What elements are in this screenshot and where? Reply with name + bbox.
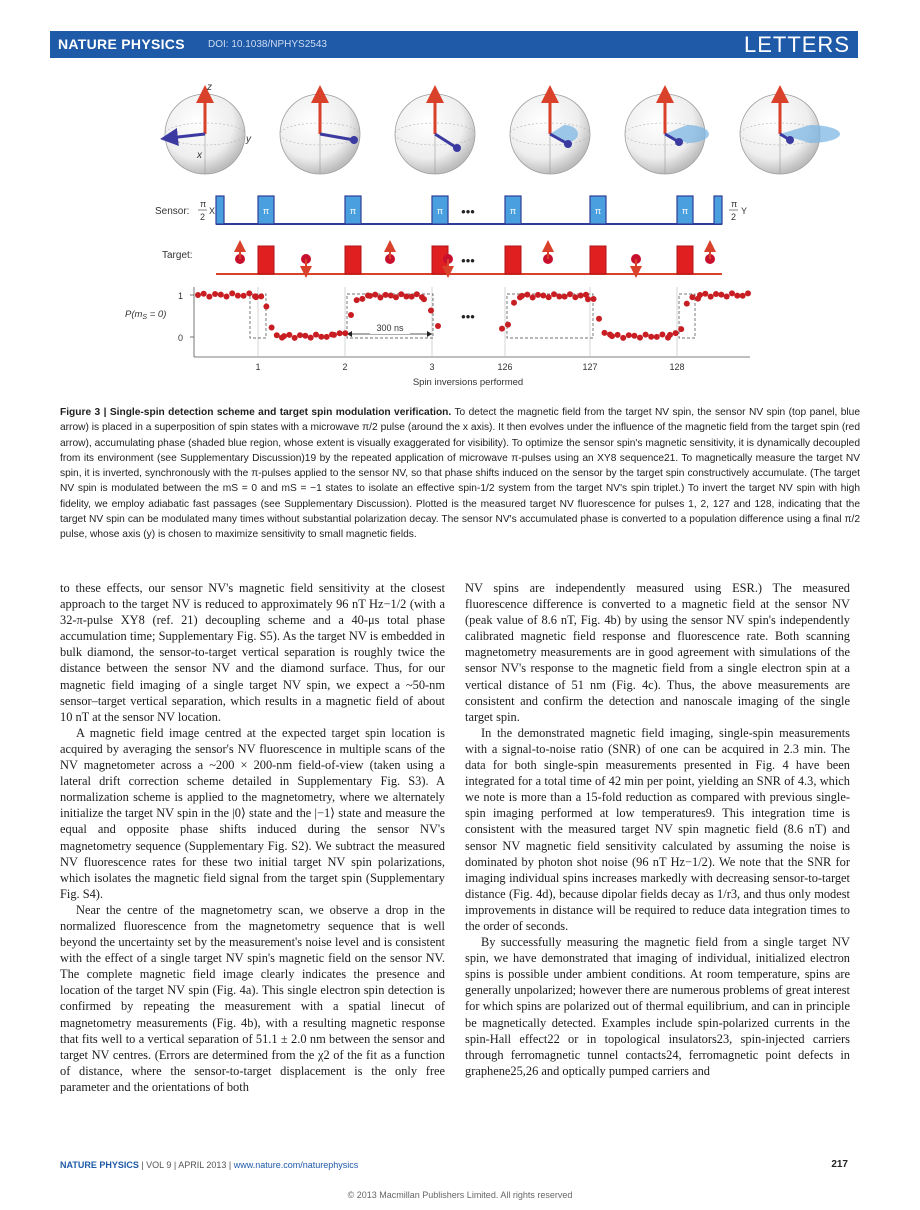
data-point [308, 335, 314, 341]
data-point [367, 293, 373, 299]
bloch-sphere [395, 90, 475, 174]
data-point [286, 332, 292, 338]
data-point [302, 333, 308, 339]
target-label: Target: [162, 250, 193, 261]
data-point [206, 294, 212, 300]
target-spin-icon [385, 246, 395, 264]
data-point [689, 294, 695, 300]
figure-3-graphic [50, 62, 870, 402]
target-inversion-pulse [677, 246, 693, 274]
paragraph: to these effects, our sensor NV's magnetic field sensitivity at the closest approach to the target NV is reduced to approximately 96 nT Hz−1/2 (with a 32-π-pulse XY8 (ref. 21) decoupling scheme and a 40-μs total phase accumulation time; Supplementary Fig. S5). As the target NV is embedded in bulk diamond, the sensor-to-target vertical separation is roughly twice the distance between the sensor NV and the diamond surface. Thus, for our magnetic field imaging of a single target NV spin, we expect a ~50-nm sensor–target vertical separation, which results in a magnetic field of about 10 nT at the sensor NV location. [60, 581, 445, 724]
data-point [572, 294, 578, 300]
target-ellipsis: ••• [461, 253, 475, 268]
data-point [354, 297, 360, 303]
final-half-pi-numerator: π [731, 199, 738, 209]
paragraph: Near the centre of the magnetometry scan, we observe a drop in the normalized fluorescence from the magnetometry sequence that is well beyond the uncertainty set by the measurement's noise level and is consistent with the effect of a single target NV spin's magnetic field on the sensor NV. The complete magnetic field image clearly indicates the presence and location of the target NV spin (Fig. 4a). This single electron spin detection is confirmed by repeating the measurement with a spatial linecut of magnetometry measurements (Fig. 4b), with a resulting magnetic response that fits well to a vertical separation of 51.1 ± 2.0 nm between the sensor and target NV centres. (Errors are determined from the χ2 of the fit as a function of distance, where the sensor-to-target displacement is the only free parameter and the orientations of both [60, 902, 445, 1094]
data-point [530, 295, 536, 301]
data-point [342, 330, 348, 336]
data-point [269, 324, 275, 330]
x-axis-label: Spin inversions performed [412, 377, 524, 388]
header-section-label: LETTERS [743, 32, 850, 57]
copyright-notice: © 2013 Macmillan Publishers Limited. All rights reserved [347, 1190, 573, 1200]
data-point [253, 294, 259, 300]
data-point [383, 292, 389, 298]
figure-3 [50, 62, 870, 402]
pi-pulse-label: π [681, 206, 689, 216]
data-point [609, 333, 615, 339]
header-doi[interactable]: DOI: 10.1038/NPHYS2543 [208, 39, 327, 50]
sensor-label: Sensor: [155, 206, 190, 217]
data-point [258, 293, 264, 299]
paragraph: By successfully measuring the magnetic field from a single target NV spin, we have demonstrated that imaging of individual, initialized electron spins is possible under ambient conditions. At room temperature, spins are generally unpolarized; however there are numerous problems of great interest for which spins are polarized out of thermal equilibrium, and can in principle be magnetically detected. Examples include spin-polarized currents in the spin-Hall effect22 or in topological insulators23, spin-injected carriers through ferromagnetic tunnel contacts24, ferromagnetic point defects in graphene25,26 and optically pumped carriers and [465, 935, 850, 1078]
data-point [224, 293, 230, 299]
interval-label: 300 ns [376, 323, 404, 333]
journal-header-bar [50, 31, 858, 58]
pi-pulse-label: π [349, 206, 357, 216]
target-spin-icon [705, 246, 715, 264]
data-point [602, 330, 608, 336]
data-point [718, 292, 724, 298]
bloch-sphere [165, 90, 245, 174]
interval-arrow-right [427, 331, 432, 337]
data-point [331, 332, 337, 338]
data-point [745, 290, 751, 296]
bloch-sphere [510, 90, 590, 174]
data-point [428, 308, 434, 314]
data-point [562, 294, 568, 300]
data-point [377, 295, 383, 301]
data-point [615, 332, 621, 338]
data-point [648, 334, 654, 340]
y-axis-label-main: P(m [125, 309, 143, 320]
data-point [241, 293, 247, 299]
data-point [229, 290, 235, 296]
data-point [591, 296, 597, 302]
transition-box [507, 294, 593, 338]
data-point [246, 290, 252, 296]
data-point [313, 332, 319, 338]
data-point [654, 334, 660, 340]
page-footer [60, 1160, 860, 1176]
pi-pulse-label: π [594, 206, 602, 216]
target-pulse-row [162, 246, 722, 274]
data-point [667, 332, 673, 338]
sensor-pulse-row [155, 196, 747, 224]
data-point [409, 294, 415, 300]
data-point [729, 290, 735, 296]
data-point [359, 296, 365, 302]
axis-y-label: y [246, 134, 251, 145]
data-point [631, 333, 637, 339]
paragraph: In the demonstrated magnetic field imaging, single-spin measurements with a signal-to-noise ratio (SNR) of one can be acquired in 2.3 min. The data for both single-spin measurements presented in Fig. 4 have been integrated for a total time of 42 min per point, yielding an SNR of 4.3, which we note is more than a 15-fold reduction as compared with previous single-spin imaging performed at low temperatures9. This integration time is consistent with the measured target NV spin magnetic field (8.6 nT) and sensor NV magnetic field sensitivity calculated by assuming the noise is dominated by photon shot noise (96 nT Hz−1/2). We note that the SNR for imaging individual spins increases markedly with decreasing sensor-to-target distance (Fig. 4d), because dipolar fields decay as 1/r3, and thus only modest improvements in distance will be required to reduce data integration times to the order of seconds. [465, 725, 850, 933]
bloch-sphere [280, 90, 360, 174]
half-pi-denominator: 2 [200, 212, 206, 222]
data-point [596, 316, 602, 322]
x-tick-label: 1 [255, 362, 261, 372]
data-point [337, 330, 343, 336]
data-point [398, 291, 404, 297]
data-point [567, 291, 573, 297]
data-point [684, 301, 690, 307]
pi-pulse-label: π [436, 206, 444, 216]
y-tick-label-0: 0 [177, 333, 183, 343]
data-point [546, 294, 552, 300]
target-spin-icon [235, 246, 245, 264]
data-point [673, 330, 679, 336]
data-point [535, 292, 541, 298]
data-point [620, 335, 626, 341]
data-point [659, 332, 665, 338]
sensor-half-pi-pulse [216, 196, 224, 224]
sensor-final-half-pi-pulse [714, 196, 722, 224]
final-pulse-axis: Y [741, 206, 748, 216]
x-tick-label: 3 [429, 362, 435, 372]
plot-ellipsis: ••• [461, 309, 475, 324]
data-point [318, 334, 324, 340]
target-inversion-pulse [345, 246, 361, 274]
data-point [678, 326, 684, 332]
data-point [519, 293, 525, 299]
data-point [403, 293, 409, 299]
x-tick-label: 2 [342, 362, 348, 372]
fluorescence-plot [125, 287, 751, 388]
data-point [435, 323, 441, 329]
x-tick-label: 128 [669, 362, 685, 372]
data-point [702, 291, 708, 297]
target-spin-icon [301, 254, 311, 272]
target-spin-icon [631, 254, 641, 272]
data-point [556, 293, 562, 299]
caption-text: To detect the magnetic field from the target NV spin, the sensor NV spin (top panel, blue arrow) is placed in a superposition of spin states with a microwave π/2 pulse (around the x axis). It then evolves under the influence of the magnetic field from the target spin (red arrow), accumulating phase (shaded blue region, whose extent is visually exaggerated for visibility). To optimize the sensor spin's magnetic sensitivity, it is dynamically decoupled from its environment (see Supplementary Discussion)19 by the repeated application of microwave π-pulses using an XY8 sequence21. To magnetically measure the target NV spin, it is inverted, synchronously with the π-pulses applied to the sensor NV, so that phase shifts induced on the sensor by the target spin constructively accumulate. (The target NV spin is modulated between the mS = 0 and mS = −1 states to isolate an effective spin-1/2 system from the target NV's spin triplet.) To invert the target NV spin with high fidelity, we employ adiabatic fast passages (see Supplementary Discussion). Plotted is the measured target NV fluorescence for pulses 1, 2, 127 and 128, indicating that the target NV spin can be modulated many times without substantial polarization decay. The sensor NV's accumulated phase is converted to a population difference using a final π/2 pulse, whose axis (y) is chosen to maximize sensitivity to small magnetic fields. [60, 407, 860, 541]
data-point [292, 335, 298, 341]
y-axis-label-sub: S [142, 314, 148, 321]
footer-url-link[interactable]: www.nature.com/naturephysics [233, 1160, 359, 1170]
axis-z-label: z [207, 82, 212, 93]
data-point [388, 292, 394, 298]
data-point [212, 291, 218, 297]
data-point [393, 294, 399, 300]
data-point [414, 291, 420, 297]
bloch-spheres [165, 90, 840, 174]
pi-pulse-label: π [509, 206, 517, 216]
data-point [540, 292, 546, 298]
data-point [505, 322, 511, 328]
data-point [511, 300, 517, 306]
data-point [637, 335, 643, 341]
y-tick-label-1: 1 [177, 291, 183, 301]
data-point [643, 332, 649, 338]
final-half-pi-denominator: 2 [731, 212, 737, 222]
sensor-spin-tip [786, 136, 794, 144]
data-point [195, 292, 201, 298]
data-point [421, 296, 427, 302]
x-tick-label: 126 [497, 362, 513, 372]
sensor-spin-tip [564, 140, 572, 148]
bloch-sphere [740, 90, 840, 174]
data-point [324, 334, 330, 340]
data-point [263, 303, 269, 309]
data-point [348, 312, 354, 318]
sensor-spin-tip [453, 144, 461, 152]
target-spin-icon [543, 246, 553, 264]
data-point [708, 294, 714, 300]
caption-title: Figure 3 | Single-spin detection scheme and target spin modulation verification. [60, 407, 452, 418]
data-point [578, 293, 584, 299]
x-tick-label: 127 [582, 362, 598, 372]
data-point [297, 332, 303, 338]
data-point [724, 293, 730, 299]
sensor-spin-tip [350, 136, 358, 144]
target-inversion-pulse [258, 246, 274, 274]
data-point [585, 296, 591, 302]
y-axis-label-end: = 0) [147, 309, 167, 320]
axis-x-label: x [197, 150, 202, 161]
data-point [372, 292, 378, 298]
body-column-left [60, 580, 445, 1095]
data-point [274, 332, 280, 338]
target-inversion-pulse [590, 246, 606, 274]
header-journal-name: NATURE PHYSICS [58, 36, 185, 52]
page-number: 217 [831, 1159, 848, 1170]
figure-caption [60, 405, 860, 543]
half-pi-numerator: π [200, 199, 207, 209]
bloch-sphere [625, 90, 709, 174]
target-inversion-pulse [505, 246, 521, 274]
data-point [697, 292, 703, 298]
paragraph: NV spins are independently measured using ESR.) The measured fluorescence difference is converted to a magnetic field at the sensor NV (peak value of 8.6 nT, Fig. 4b) by using the sensor NV spin's independently calibrated magnetic field response and fluorescence rate. Both scanning magnetometry measurements are in good agreement with simulations of the sensor NV's response to the magnetic field from a single electron spin at a vertical distance of 51 nm (Fig. 4c). Thus, the above measurements are consistent and confirm the detection and nanoscale imaging of the single target spin. [465, 581, 850, 724]
sensor-spin-tip [675, 138, 683, 146]
data-point [499, 326, 505, 332]
data-point [713, 291, 719, 297]
data-point [740, 293, 746, 299]
data-point [734, 293, 740, 299]
body-column-right [465, 580, 850, 1079]
footer-journal-name: NATURE PHYSICS [60, 1160, 139, 1170]
data-point [218, 292, 224, 298]
data-point [626, 332, 632, 338]
footer-volume-info: | VOL 9 | APRIL 2013 | [138, 1160, 234, 1170]
data-point [235, 293, 241, 299]
y-axis-label [125, 309, 166, 321]
first-pulse-axis: X [209, 206, 216, 216]
data-point [281, 333, 287, 339]
data-point [551, 291, 557, 297]
data-point [201, 291, 207, 297]
data-point [524, 292, 530, 298]
paragraph: A magnetic field image centred at the expected target spin location is acquired by averaging the sensor's NV fluorescence in multiple scans of the NV magnetometer across a ~200 × 200-nm field-of-view (taken using a lateral drift correction scheme detailed in Supplementary Fig. S3). A normalization scheme is applied to the magnetometry, where we alternately initialize the target NV spin in the |0⟩ state and the |−1⟩ state and measure the equal and opposite phase shifts induced during the sensor NV's magnetometry sequence (Supplementary Fig. S2). We subtract the measured NV fluorescence rates for these two initial target NV spin polarizations, which isolates the magnetic field signal from the target spin (Supplementary Fig. S4). [60, 725, 445, 901]
pi-pulse-label: π [262, 206, 270, 216]
sensor-ellipsis: ••• [461, 204, 475, 219]
